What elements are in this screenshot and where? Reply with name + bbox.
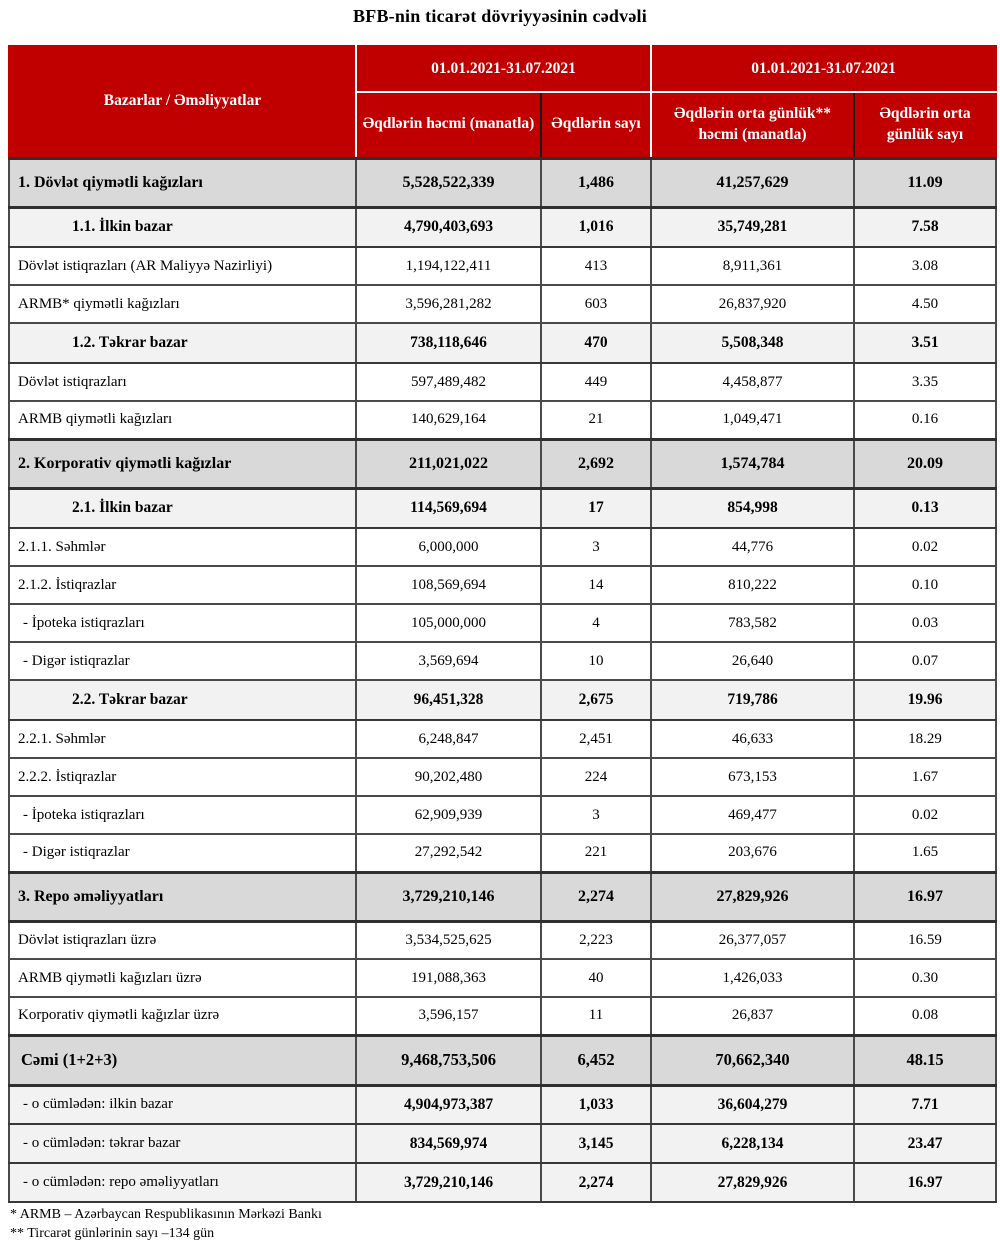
row-label: 2.2. Təkrar bazar [9,680,356,720]
cell-daily-volume: 27,829,926 [651,1163,854,1202]
table-row [9,1124,996,1163]
row-label: ARMB* qiymətli kağızları [9,285,356,323]
footnote-trading-days: ** Tircarət günlərinin sayı –134 gün [10,1225,215,1241]
table-row [9,1085,996,1124]
table-body [9,158,996,1202]
row-label: Korporativ qiymətli kağızlar üzrə [9,997,356,1035]
cell-volume: 191,088,363 [356,959,541,997]
cell-daily-volume: 41,257,629 [651,158,854,207]
cell-count: 4 [541,604,651,642]
cell-count: 413 [541,247,651,285]
cell-count: 10 [541,642,651,680]
cell-daily-volume: 1,049,471 [651,401,854,439]
cell-count: 6,452 [541,1035,651,1085]
table-row [9,207,996,247]
cell-daily-count: 1.65 [854,834,996,872]
cell-count: 2,223 [541,921,651,959]
cell-volume: 4,790,403,693 [356,207,541,247]
table-header [9,46,996,158]
header-deal-volume: Əqdlərin həcmi (manatla) [356,92,541,158]
row-label: Cəmi (1+2+3) [9,1035,356,1085]
cell-daily-count: 0.30 [854,959,996,997]
cell-volume: 597,489,482 [356,363,541,401]
cell-volume: 114,569,694 [356,488,541,528]
cell-count: 224 [541,758,651,796]
table-row [9,834,996,872]
cell-count: 3,145 [541,1124,651,1163]
cell-count: 1,033 [541,1085,651,1124]
row-label: ARMB qiymətli kağızları [9,401,356,439]
cell-daily-volume: 26,837,920 [651,285,854,323]
cell-daily-count: 3.08 [854,247,996,285]
row-label: - Digər istiqrazlar [9,642,356,680]
row-label: 2.1. İlkin bazar [9,488,356,528]
cell-volume: 6,248,847 [356,720,541,758]
cell-daily-volume: 719,786 [651,680,854,720]
cell-daily-count: 16.97 [854,1163,996,1202]
cell-count: 40 [541,959,651,997]
cell-daily-count: 23.47 [854,1124,996,1163]
row-label: 2.2.1. Səhmlər [9,720,356,758]
cell-volume: 105,000,000 [356,604,541,642]
row-label: Dövlət istiqrazları (AR Maliyyə Nazirliyi) [9,247,356,285]
cell-daily-volume: 783,582 [651,604,854,642]
cell-daily-count: 20.09 [854,439,996,488]
cell-daily-volume: 1,426,033 [651,959,854,997]
cell-daily-volume: 35,749,281 [651,207,854,247]
header-period-right: 01.01.2021-31.07.2021 [651,46,996,92]
header-markets-operations: Bazarlar / Əməliyyatlar [9,46,356,158]
table-row [9,401,996,439]
cell-volume: 96,451,328 [356,680,541,720]
header-avg-daily-count: Əqdlərin orta günlük sayı [854,92,996,158]
cell-daily-volume: 5,508,348 [651,323,854,363]
cell-daily-volume: 6,228,134 [651,1124,854,1163]
cell-daily-volume: 1,574,784 [651,439,854,488]
cell-daily-volume: 26,640 [651,642,854,680]
table-row [9,959,996,997]
row-label: 3. Repo əməliyyatları [9,872,356,921]
cell-daily-volume: 810,222 [651,566,854,604]
cell-count: 17 [541,488,651,528]
cell-count: 470 [541,323,651,363]
cell-daily-count: 16.59 [854,921,996,959]
table-row [9,363,996,401]
header-period-left: 01.01.2021-31.07.2021 [356,46,651,92]
cell-count: 21 [541,401,651,439]
cell-daily-count: 3.51 [854,323,996,363]
table-row [9,528,996,566]
cell-daily-count: 3.35 [854,363,996,401]
cell-daily-volume: 469,477 [651,796,854,834]
cell-daily-volume: 26,837 [651,997,854,1035]
cell-volume: 3,596,157 [356,997,541,1035]
cell-daily-count: 0.13 [854,488,996,528]
cell-volume: 3,569,694 [356,642,541,680]
cell-volume: 3,729,210,146 [356,872,541,921]
row-label: 2. Korporativ qiymətli kağızlar [9,439,356,488]
cell-volume: 1,194,122,411 [356,247,541,285]
row-label: 2.1.2. İstiqrazlar [9,566,356,604]
cell-daily-volume: 44,776 [651,528,854,566]
row-label: 1. Dövlət qiymətli kağızları [9,158,356,207]
table-row [9,758,996,796]
cell-daily-volume: 203,676 [651,834,854,872]
cell-daily-count: 0.07 [854,642,996,680]
cell-daily-volume: 673,153 [651,758,854,796]
row-label: 2.1.1. Səhmlər [9,528,356,566]
row-label: - o cümlədən: repo əməliyyatları [9,1163,356,1202]
cell-volume: 3,534,525,625 [356,921,541,959]
cell-daily-count: 0.03 [854,604,996,642]
cell-volume: 6,000,000 [356,528,541,566]
cell-daily-volume: 46,633 [651,720,854,758]
cell-count: 14 [541,566,651,604]
cell-daily-volume: 70,662,340 [651,1035,854,1085]
row-label: 1.1. İlkin bazar [9,207,356,247]
cell-volume: 108,569,694 [356,566,541,604]
cell-daily-count: 0.08 [854,997,996,1035]
table-row [9,642,996,680]
cell-daily-count: 0.02 [854,528,996,566]
cell-volume: 211,021,022 [356,439,541,488]
cell-count: 11 [541,997,651,1035]
cell-count: 2,692 [541,439,651,488]
cell-count: 2,675 [541,680,651,720]
table-row [9,488,996,528]
cell-daily-count: 1.67 [854,758,996,796]
table-row [9,604,996,642]
cell-daily-volume: 4,458,877 [651,363,854,401]
cell-count: 3 [541,528,651,566]
cell-daily-count: 7.71 [854,1085,996,1124]
row-label: - Digər istiqrazlar [9,834,356,872]
cell-daily-volume: 27,829,926 [651,872,854,921]
cell-volume: 9,468,753,506 [356,1035,541,1085]
page-title: BFB-nin ticarət dövriyyəsinin cədvəli [353,6,647,26]
table-row [9,323,996,363]
cell-count: 3 [541,796,651,834]
cell-daily-count: 16.97 [854,872,996,921]
cell-volume: 27,292,542 [356,834,541,872]
row-label: - İpoteka istiqrazları [9,604,356,642]
cell-daily-count: 11.09 [854,158,996,207]
row-label: 1.2. Təkrar bazar [9,323,356,363]
table-row [9,921,996,959]
table-row [9,796,996,834]
cell-count: 603 [541,285,651,323]
cell-daily-count: 0.10 [854,566,996,604]
cell-daily-count: 7.58 [854,207,996,247]
cell-volume: 5,528,522,339 [356,158,541,207]
row-label: - İpoteka istiqrazları [9,796,356,834]
table-row [9,285,996,323]
cell-daily-count: 0.16 [854,401,996,439]
cell-daily-volume: 26,377,057 [651,921,854,959]
cell-daily-volume: 8,911,361 [651,247,854,285]
cell-daily-count: 18.29 [854,720,996,758]
cell-daily-count: 0.02 [854,796,996,834]
cell-daily-volume: 36,604,279 [651,1085,854,1124]
table-row [9,1163,996,1202]
row-label: - o cümlədən: ilkin bazar [9,1085,356,1124]
footnotes [10,1206,1000,1244]
cell-count: 2,274 [541,1163,651,1202]
table-row [9,872,996,921]
footnote-armb: * ARMB – Azərbaycan Respublikasının Mərkəzi Bankı [10,1207,322,1222]
table-row [9,247,996,285]
cell-volume: 3,596,281,282 [356,285,541,323]
cell-daily-volume: 854,998 [651,488,854,528]
cell-volume: 834,569,974 [356,1124,541,1163]
row-label: - o cümlədən: təkrar bazar [9,1124,356,1163]
row-label: 2.2.2. İstiqrazlar [9,758,356,796]
table-row [9,720,996,758]
table-row [9,158,996,207]
cell-count: 2,451 [541,720,651,758]
cell-daily-count: 48.15 [854,1035,996,1085]
cell-volume: 3,729,210,146 [356,1163,541,1202]
cell-count: 2,274 [541,872,651,921]
row-label: ARMB qiymətli kağızları üzrə [9,959,356,997]
row-label: Dövlət istiqrazları [9,363,356,401]
table-row [9,997,996,1035]
row-label: Dövlət istiqrazları üzrə [9,921,356,959]
cell-count: 1,486 [541,158,651,207]
cell-volume: 62,909,939 [356,796,541,834]
header-deal-count: Əqdlərin sayı [541,92,651,158]
table-row [9,439,996,488]
table-row [9,566,996,604]
table-row [9,1035,996,1085]
cell-count: 221 [541,834,651,872]
table-row [9,680,996,720]
cell-volume: 90,202,480 [356,758,541,796]
cell-volume: 4,904,973,387 [356,1085,541,1124]
cell-volume: 738,118,646 [356,323,541,363]
cell-volume: 140,629,164 [356,401,541,439]
cell-count: 1,016 [541,207,651,247]
cell-daily-count: 4.50 [854,285,996,323]
cell-count: 449 [541,363,651,401]
header-avg-daily-volume: Əqdlərin orta günlük** həcmi (manatla) [651,92,854,158]
trading-turnover-table [8,45,997,1203]
cell-daily-count: 19.96 [854,680,996,720]
